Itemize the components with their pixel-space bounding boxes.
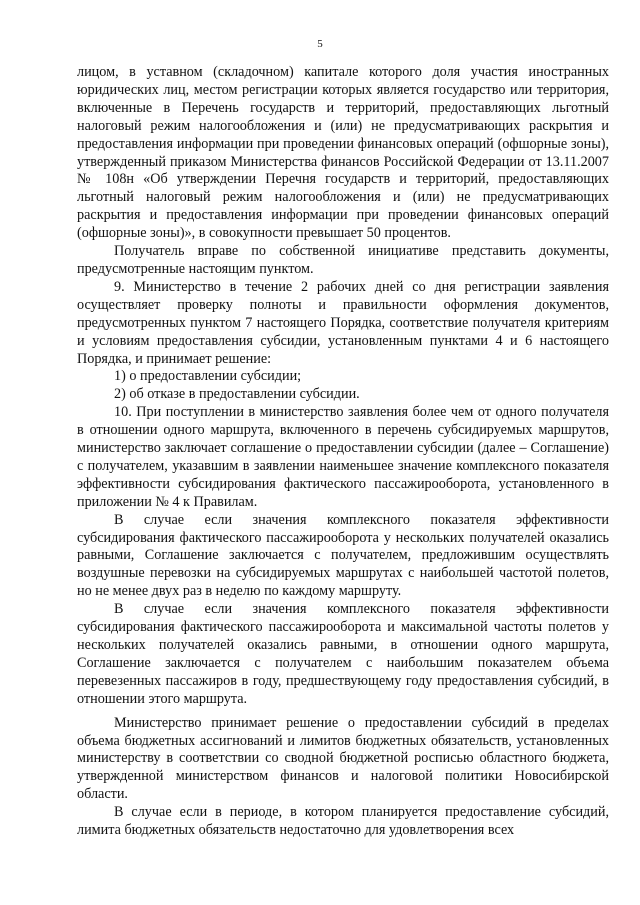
paragraph-budget-limits: Министерство принимает решение о предоставлении субсидий в пределах объема бюджетных ассигнований и лимитов бюджетных обязательств, установленных министерству в соответствии со сводной бюджетной росписью областного бюджета, утвержденной министерством финансов и налоговой политики Новосибирской области. <box>77 714 609 803</box>
paragraph-recipient-documents: Получатель вправе по собственной инициативе представить документы, предусмотренные настоящим пунктом. <box>77 243 609 277</box>
paragraph-equal-frequency: В случае если значения комплексного показателя эффективности субсидирования фактического пассажирооборота и максимальной частоты полетов у нескольких получателей оказались равными, в отношении одного маршрута, Соглашение заключается с получателем с наибольшим показателем объема перевезенных пассажиров в году, предшествующему году предоставления субсидий, в отношении этого маршрута. <box>77 601 609 707</box>
list-item-decision-grant: 1) о предоставлении субсидии; <box>114 368 302 385</box>
list-item-decision-refuse: 2) об отказе в предоставлении субсидии. <box>114 386 360 403</box>
paragraph-insufficient-limits: В случае если в периоде, в котором планируется предоставление субсидий, лимита бюджетных обязательств недостаточно для удовлетворения всех <box>77 804 609 839</box>
paragraph-item-9: 9. Министерство в течение 2 рабочих дней со дня регистрации заявления осуществляет проверку полноты и правильности оформления документов, предусмотренных пунктом 7 настоящего Порядка, соответствие получателя критериям и условиям предоставления субсидии, установленным пунктами 4 и 6 настоящего Порядка, и принимает решение: <box>77 278 609 367</box>
paragraph-equal-efficiency: В случае если значения комплексного показателя эффективности субсидирования фактического пассажирооборота у нескольких получателей оказались равными, Соглашение заключается с получателем, предложившим осуществлять воздушные перевозки на субсидируемых маршрутах с наибольшей частотой полетов, но не менее двух раз в неделю по каждому маршруту. <box>77 511 609 600</box>
page-number: 5 <box>317 38 323 50</box>
paragraph-item-10: 10. При поступлении в министерство заявления более чем от одного получателя в отношении одного маршрута, включенного в перечень субсидируемых маршрутов, министерство заключает соглашение о предоставлении субсидии (далее – Соглашение) с получателем, указавшим в заявлении наименьшее значение комплексного показателя эффективности субсидирования фактического пассажирооборота, установленного в приложении № 4 к Правилам. <box>77 404 609 510</box>
paragraph-offshore-continuation: лицом, в уставном (складочном) капитале которого доля участия иностранных юридических лиц, местом регистрации которых является государство или территория, включенные в Перечень государств и территорий, предоставляющих льготный налоговый режим налогообложения и (или) не предусматривающих раскрытия и предоставления информации при проведении финансовых операций (офшорные зоны), утвержденный приказом Министерства финансов Российской Федерации от 13.11.2007 № 108н «Об утверждении Перечня государств и территорий, предоставляющих льготный налоговый режим налогообложения и (или) не предусматривающих раскрытия и предоставления информации при проведении финансовых операций (офшорные зоны)», в совокупности превышает 50 процентов. <box>77 64 609 242</box>
document-body <box>77 64 609 840</box>
